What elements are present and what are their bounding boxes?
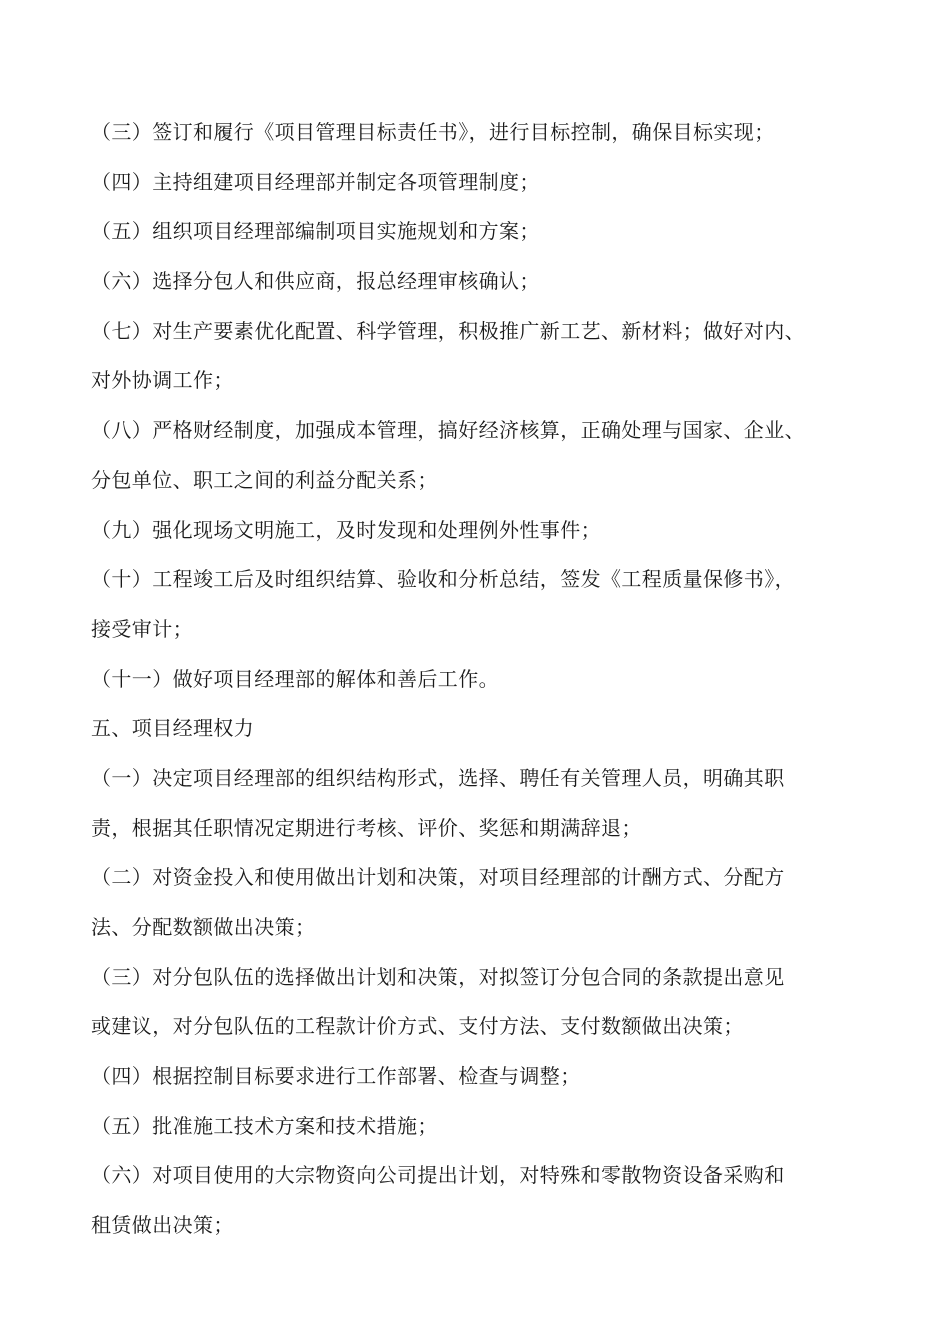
text-line-power-5: （五）批准施工技术方案和技术措施；	[91, 1113, 438, 1138]
text-line-duty-10: （十）工程竣工后及时组织结算、验收和分析总结，签发《工程质量保修书》，	[91, 567, 795, 592]
text-line-duty-10-cont: 接受审计；	[91, 616, 193, 641]
text-line-power-6: （六）对项目使用的大宗物资向公司提出计划，对特殊和零散物资设备采购和	[91, 1163, 785, 1188]
text-line-power-2: （二）对资金投入和使用做出计划和决策，对项目经理部的计酬方式、分配方	[91, 865, 785, 890]
text-line-duty-6: （六）选择分包人和供应商，报总经理审核确认；	[91, 269, 540, 294]
text-line-power-3-cont: 或建议，对分包队伍的工程款计价方式、支付方法、支付数额做出决策；	[91, 1014, 744, 1039]
text-line-duty-5: （五）组织项目经理部编制项目实施规划和方案；	[91, 219, 540, 244]
text-line-duty-8: （八）严格财经制度，加强成本管理，搞好经济核算，正确处理与国家、企业、	[91, 418, 805, 443]
text-line-duty-7-cont: 对外协调工作；	[91, 368, 234, 393]
section-heading: 五、项目经理权力	[91, 716, 255, 741]
text-line-power-2-cont: 法、分配数额做出决策；	[91, 915, 316, 939]
text-line-duty-4: （四）主持组建项目经理部并制定各项管理制度；	[91, 169, 540, 194]
text-line-duty-8-cont: 分包单位、职工之间的利益分配关系；	[91, 467, 438, 492]
text-line-power-4: （四）根据控制目标要求进行工作部署、检查与调整；	[91, 1064, 581, 1089]
text-line-power-6-cont: 租赁做出决策；	[91, 1213, 234, 1238]
text-line-power-1: （一）决定项目经理部的组织结构形式，选择、聘任有关管理人员，明确其职	[91, 765, 785, 790]
text-line-power-3: （三）对分包队伍的选择做出计划和决策，对拟签订分包合同的条款提出意见	[91, 964, 785, 989]
text-line-duty-9: （九）强化现场文明施工，及时发现和处理例外性事件；	[91, 517, 601, 542]
text-line-duty-3: （三）签订和履行《项目管理目标责任书》，进行目标控制，确保目标实现；	[91, 120, 775, 144]
text-line-power-1-cont: 责，根据其任职情况定期进行考核、评价、奖惩和期满辞退；	[91, 815, 642, 840]
text-line-duty-7: （七）对生产要素优化配置、科学管理，积极推广新工艺、新材料；做好对内、	[91, 318, 805, 343]
document-body	[91, 108, 871, 1251]
text-line-duty-11: （十一）做好项目经理部的解体和善后工作。	[91, 666, 499, 691]
